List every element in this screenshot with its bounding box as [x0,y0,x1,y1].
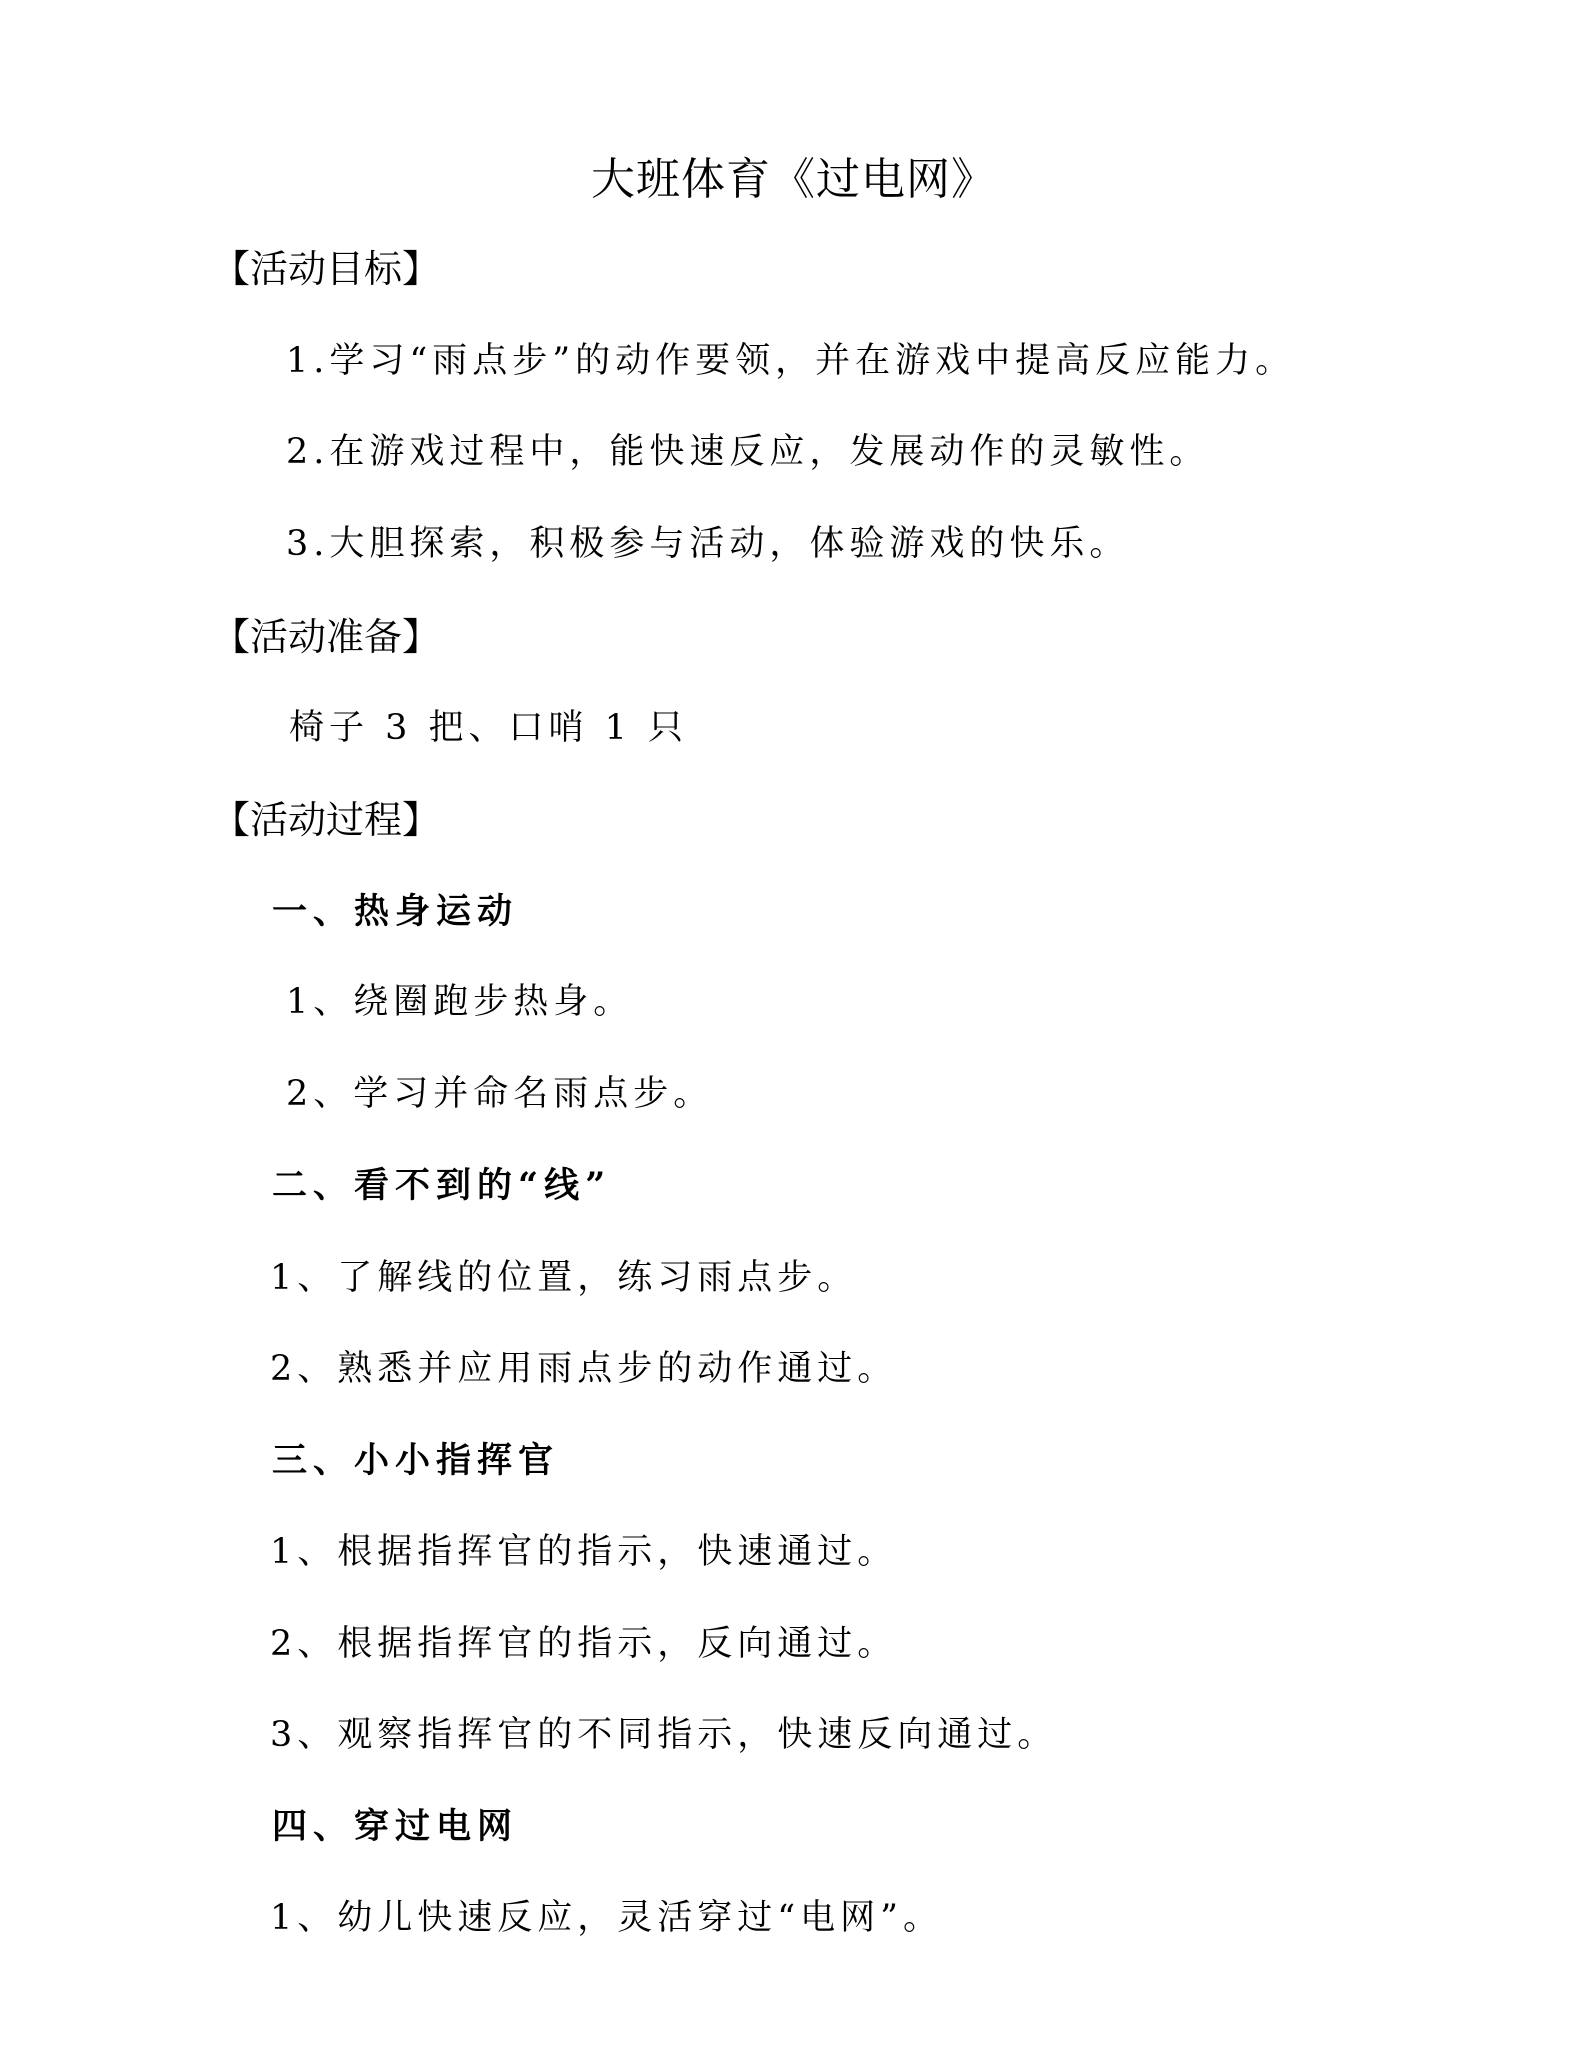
preparation-heading: 【活动准备】 [212,615,441,659]
part-3-step-1: 1、根据指挥官的指示，快速通过。 [270,1532,898,1572]
part-4-title: 四、穿过电网 [272,1806,519,1847]
document-title: 大班体育《过电网》 [591,154,996,205]
process-heading: 【活动过程】 [212,798,441,842]
part-1-step-2: 2、学习并命名雨点步。 [286,1074,714,1114]
part-4-step-1: 1、幼儿快速反应，灵活穿过“电网”。 [270,1898,944,1938]
goal-item-1: 1.学习“雨点步”的动作要领，并在游戏中提高反应能力。 [286,341,1296,381]
part-2-title: 二、看不到的“线” [272,1165,612,1206]
part-2-step-1: 1、了解线的位置，练习雨点步。 [270,1258,858,1298]
part-3-step-3: 3、观察指挥官的不同指示，快速反向通过。 [270,1715,1058,1755]
part-2-step-2: 2、熟悉并应用雨点步的动作通过。 [270,1349,898,1389]
part-3-title: 三、小小指挥官 [272,1440,560,1481]
goal-item-2: 2.在游戏过程中，能快速反应，发展动作的灵敏性。 [286,432,1210,472]
goals-heading: 【活动目标】 [212,247,441,291]
preparation-text: 椅子 3 把、口哨 1 只 [289,708,689,748]
goal-item-3: 3.大胆探索，积极参与活动，体验游戏的快乐。 [286,524,1130,564]
part-1-title: 一、热身运动 [272,891,519,932]
part-1-step-1: 1、绕圈跑步热身。 [286,982,634,1022]
part-3-step-2: 2、根据指挥官的指示，反向通过。 [270,1624,898,1664]
